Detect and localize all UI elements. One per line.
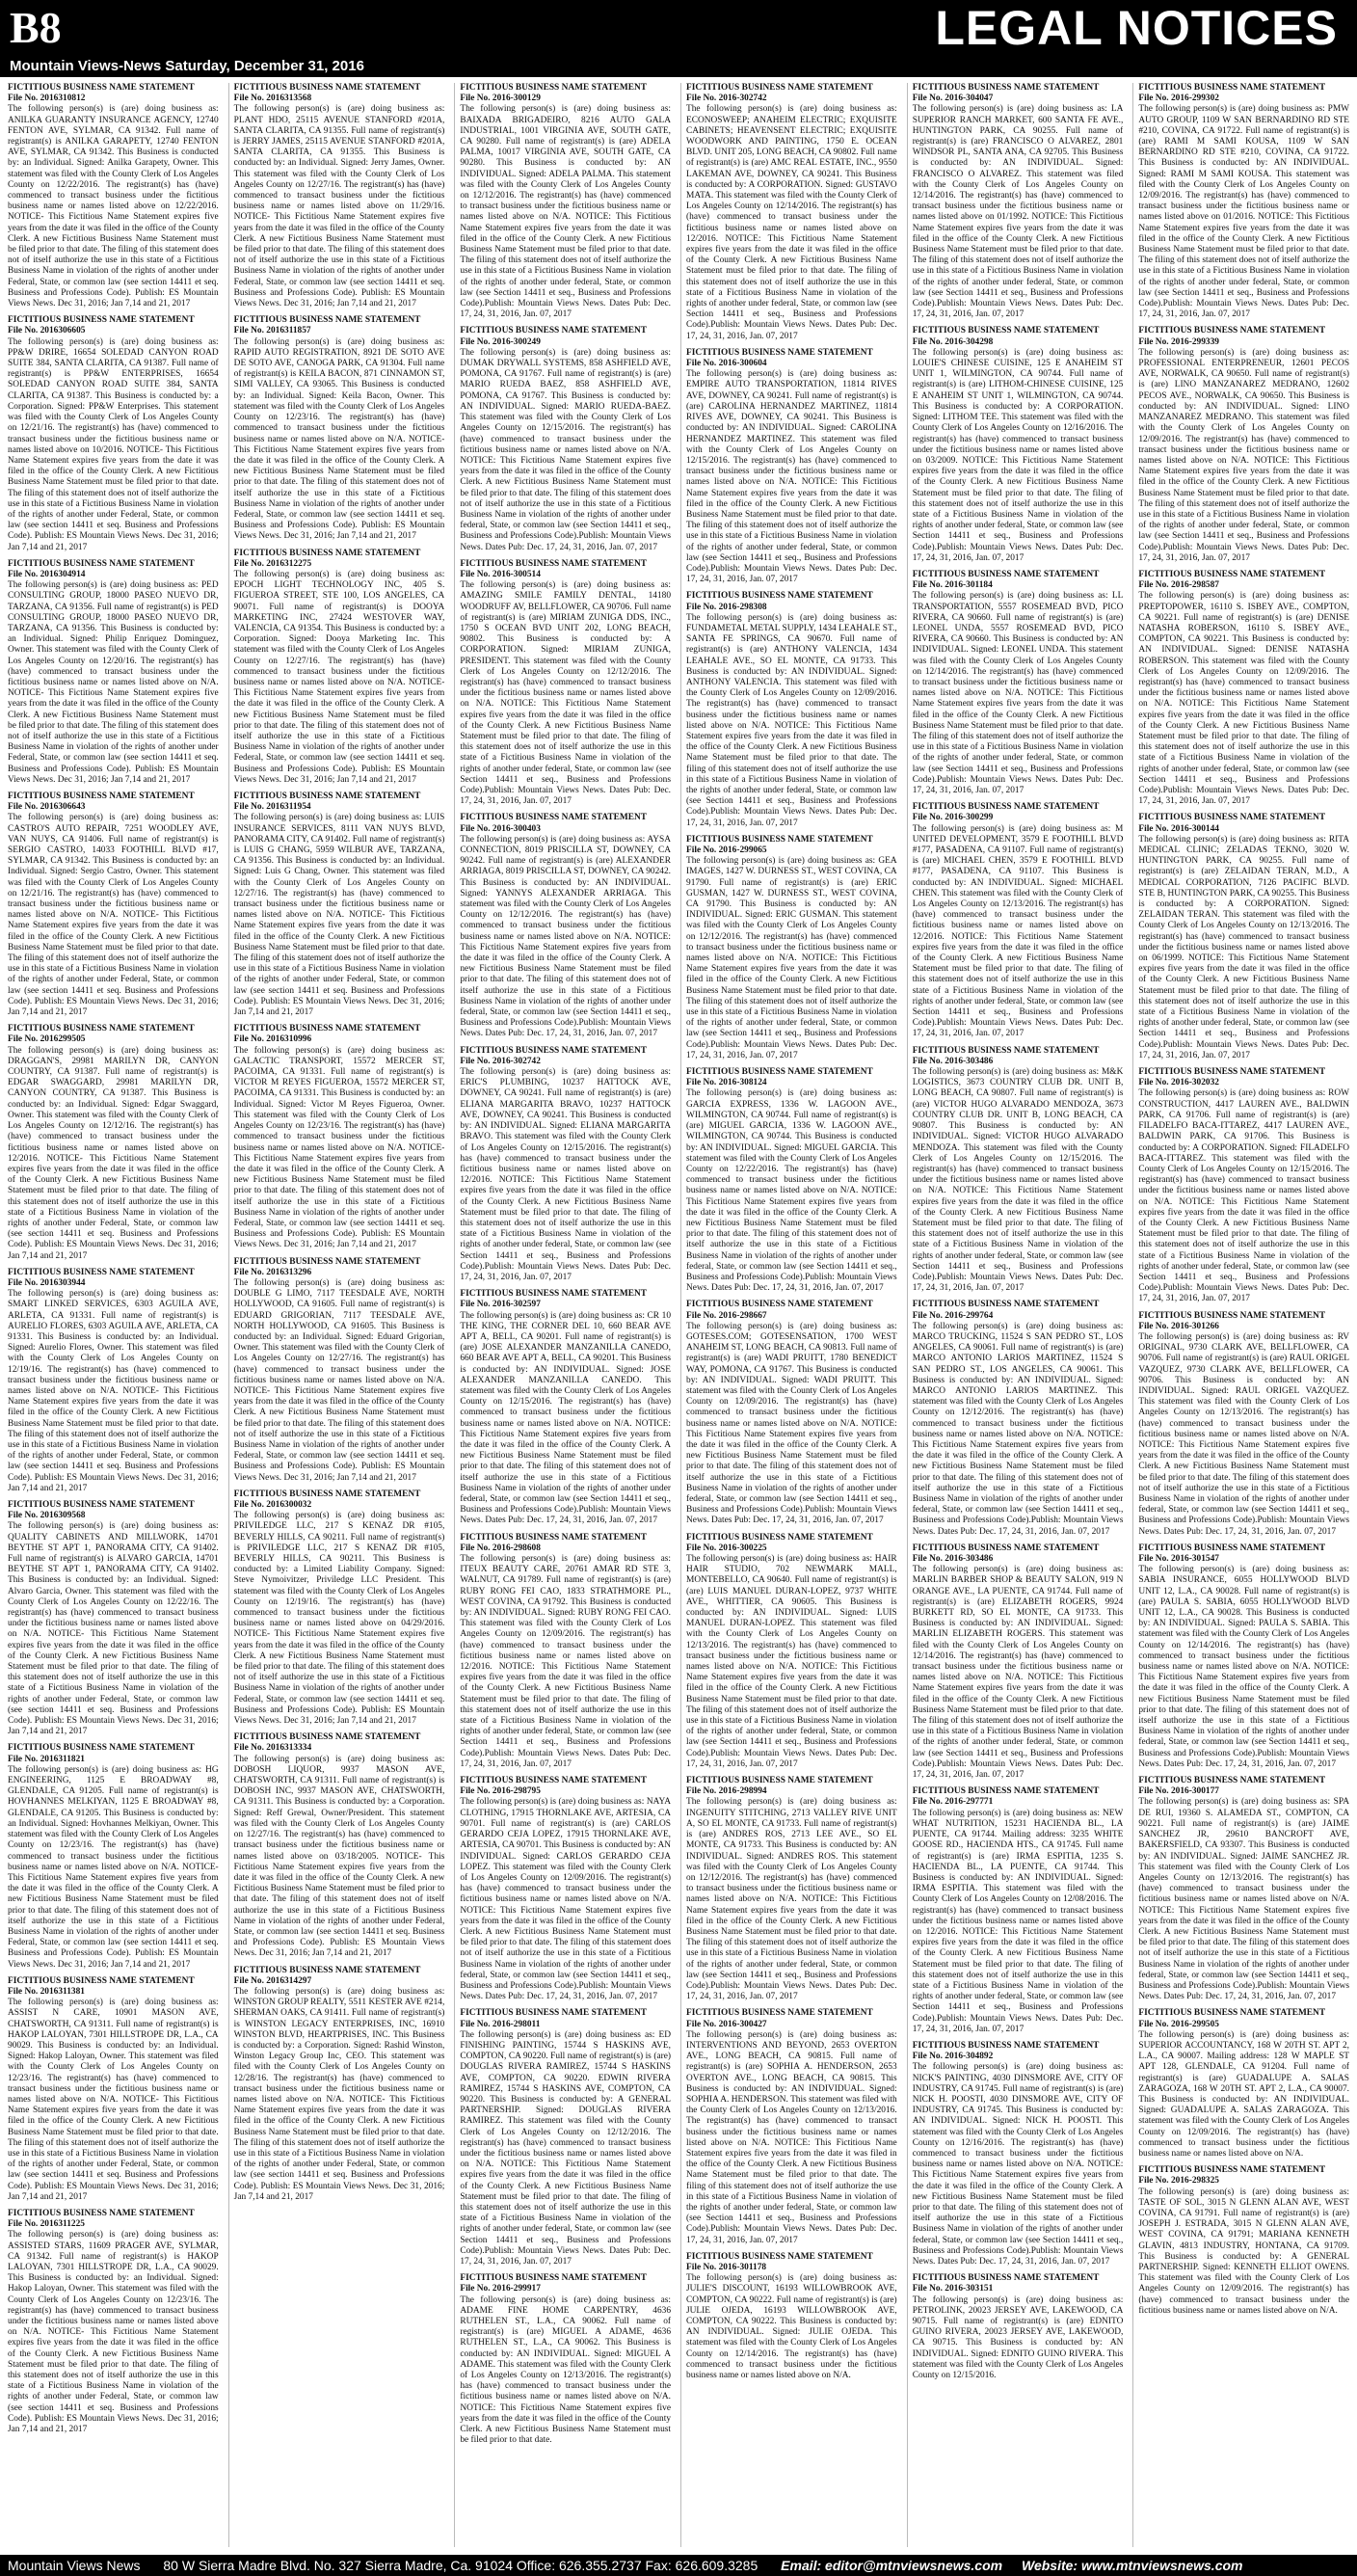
notice-file-number: File No. 2016-304298 — [912, 336, 994, 347]
footer-bar — [0, 2555, 1357, 2576]
notice-body: The following person(s) is (are) doing business as: ED FINISHING PAINTING, 15744 S HASKINS AVE, COMPTON, CA 90220. Full name of registrant(s) is (are) DOUGLAS RIVERA RAMIREZ, 15744 S HASKINS AVE, COMPTON, CA 90220. EDWIN RIVERA RAMIREZ, 15744 S HASKINS AVE, COMPTON, CA 90220. This Business is conducted by: A GENERAL PARTNERSHIP. Signed: DOUGLAS RIVERA RAMIREZ. This statement was filed with the County Clerk of Los Angeles County on 12/12/2016. The registrant(s) has (have) commenced to transact business under the fictitious business name or names listed above on N/A. NOTICE: This Fictitious Name Statement expires five years from the date it was filed in the office of the County Clerk. A new Fictitious Business Name Statement must be filed prior to that date. The filing of this statement does not of itself authorize the use in this state of a Fictitious Business Name in violation of the rights of another under federal, State, or common law (see Section 14411 et seq., Business and Professions Code).Publish: Mountain Views News. Dates Pub: Dec. 17, 24, 31, 2016, Jan. 07, 2017 — [460, 2029, 672, 2267]
notice-file-number: File No. 2016300032 — [233, 1500, 312, 1510]
legal-notice — [686, 1776, 897, 2002]
notice-column — [1132, 83, 1349, 2547]
legal-notice — [234, 1966, 445, 2203]
notice-heading: FICTITIOUS BUSINESS NAME STATEMENT — [8, 558, 195, 569]
notice-heading: FICTITIOUS BUSINESS NAME STATEMENT — [8, 1500, 195, 1510]
notice-file-number: File No. 2016-301178 — [686, 2263, 767, 2273]
notice-file-number: File No. 2016313568 — [233, 94, 312, 104]
notice-body: The following person(s) is (are) doing business as: GOTESES.COM; GOTESENSATION, 1700 WEST ANAHEIM ST, LONG BEACH, CA 90813. Full name of registrant(s) is (are) WADI PRUITT, 1780 BENEDICT WAY, POMONA, CA 91767. This Business is conducted by: AN INDIVIDUAL. Signed: WADI PRUITT. This statement was filed with the County Clerk of Los Angeles County on 12/09/2016. The registrant(s) has (have) commenced to transact business under the fictitious business name or names listed above on N/A. NOTICE: This Fictitious Name Statement expires five years from the date it was filed in the office of the County Clerk. A new Fictitious Business Name Statement must be filed prior to that date. The filing of this statement does not of itself authorize the use in this state of a Fictitious Business Name in violation of the rights of another under federal, State, or common law (see Section 14411 et seq., Business and Professions Code).Publish: Mountain Views News. Dates Pub: Dec. 17, 24, 31, 2016, Jan. 07, 2017 — [686, 1321, 897, 1526]
notice-body: The following person(s) is (are) doing business as: SPA DE RUI, 19360 S. ALAMEDA ST., COMPTON, CA 90221. Full name of registrant(s) is (are) JAIME SANCHEZ JR, 29610 BANCROFT AVE, BAKERSFIELD, CA 93307. This Business is conducted by: AN INDIVIDUAL. Signed: JAIME SANCHEZ JR. This statement was filed with the County Clerk of Los Angeles County on 12/13/2016. The registrant(s) has (have) commenced to transact business under the fictitious business name or names listed above on N/A. NOTICE: This Fictitious Name Statement expires five years from the date it was filed in the office of the County Clerk. A new Fictitious Business Name Statement must be filed prior to that date. The filing of this statement does not of itself authorize the use in this state of a Fictitious Business Name in violation of the rights of another under federal, State, or common law (see Section 14411 et seq., Business and Professions Code).Publish: Mountain Views News. Dates Pub: Dec. 17, 24, 31, 2016, Jan. 07, 2017 — [1138, 1797, 1349, 2002]
footer-address: 80 W Sierra Madre Blvd. No. 327 Sierra Madre, Ca. 91024 Office: 626.355.2737 Fax: 626.609.3285 — [163, 2558, 758, 2573]
notice-file-number: File No. 2016-302032 — [1138, 1078, 1219, 1088]
notice-column — [8, 83, 219, 2547]
notice-body: The following person(s) is (are) doing business as: RITA MEDICAL CLINIC; ZELADAS TEKNO, 3020 W. HUNTINGTON PARK, CA 90255. Full name of registrant(s) is (are) ZELAIDAN TERAN, M.D., A MEDICAL CORPORATION, 7126 PACIFIC BLVD. STE B, HUNTINGTON PARK, CA 90255. This Business is conducted by: A CORPORATION. Signed: ZELAIDAN TERAN. This statement was filed with the County Clerk of Los Angeles County on 12/13/2016. The registrant(s) has (have) commenced to transact business under the fictitious business name or names listed above on 06/1999. NOTICE: This Fictitious Name Statement expires five years from the date it was filed in the office of the County Clerk. A new Fictitious Business Name Statement must be filed prior to that date. The filing of this statement does not of itself authorize the use in this state of a Fictitious Business Name in violation of the rights of another under federal, State, or common law (see Section 14411 et seq., Business and Professions Code).Publish: Mountain Views News. Dates Pub: Dec. 17, 24, 31, 2016, Jan. 07, 2017 — [1138, 834, 1349, 1060]
legal-notice — [234, 83, 445, 309]
notice-body: The following person(s) is (are) doing business as: DOUBLE G LIMO, 7117 TEESDALE AVE, NORTH HOLLYWOOD, CA 91605. Full name of registrant(s) is EDUARD GRIGORIAN, 7117 TEESDALE AVE, NORTH HOLLYWOOD, CA 91605. This Business is conducted by: an Individual. Signed: Eduard Grigorian, Owner. This statement was filed with the County Clerk of Los Angeles County on 12/27/16. The registrant(s) has (have) commenced to transact business under the fictitious business name or names listed above on N/A. NOTICE- This Fictitious Name Statement expires five years from the date it was filed in the office of the County Clerk. A new Fictitious Business Name Statement must be filed prior to that date. The filing of this statement does not of itself authorize the use in this state of a Fictitious Business Name in violation of the rights of another under Federal, State, or common law (see section 14411 et seq. Business and Professions Code). Publish: ES Mountain Views News. Dec 31, 2016; Jan 7,14 and 21, 2017 — [233, 1277, 445, 1483]
notice-heading: FICTITIOUS BUSINESS NAME STATEMENT — [233, 548, 421, 558]
notice-heading: FICTITIOUS BUSINESS NAME STATEMENT — [912, 1045, 1100, 1056]
notice-heading: FICTITIOUS BUSINESS NAME STATEMENT — [8, 1975, 195, 1986]
notice-heading: FICTITIOUS BUSINESS NAME STATEMENT — [686, 83, 873, 93]
notice-body: The following person(s) is (are) doing business as: NICK'S PAINTING, 4030 DINSMORE AVE, CITY OF INDUSTRY, CA 91745. Full name of registrant(s) is (are) NICK H. POOSTI, 4030 DINSMORE AVE, CITY OF INDUSTRY, CA 91745. This Business is conducted by: AN INDIVIDUAL. Signed: NICK H. POOSTI. This statement was filed with the County Clerk of Los Angeles County on 12/16/2016. The registrant(s) has (have) commenced to transact business under the fictitious business name or names listed above on N/A. NOTICE: This Fictitious Name Statement expires five years from the date it was filed in the office of the County Clerk. A new Fictitious Business Name Statement must be filed prior to that date. The filing of this statement does not of itself authorize the use in this state of a Fictitious Business Name in violation of the rights of another under federal, State, or common law (see Section 14411 et seq., Business and Professions Code).Publish: Mountain Views News. Dates Pub: Dec. 17, 24, 31, 2016, Jan. 07, 2017 — [912, 2062, 1124, 2267]
legal-notice — [8, 1024, 219, 1261]
notice-file-number: File No. 2016-302742 — [686, 94, 767, 104]
legal-notice — [913, 326, 1124, 563]
notice-body: The following person(s) is (are) doing business as: LL TRANSPORTATION, 5557 ROSEMEAD BVD, PICO RIVERA, CA 90660. Full name of registrant(s) is (are) LEONEL UNDA, 5557 ROSEMEAD BVD, PICO RIVERA, CA 90660. This Business is conducted by: AN INDIVIDUAL. Signed: LEONEL UNDA. This statement was filed with the County Clerk of Los Angeles County on 12/14/2016. The registrant(s) has (have) commenced to transact business under the fictitious business name or names listed above on N/A. NOTICE: This Fictitious Name Statement expires five years from the date it was filed in the office of the County Clerk. A new Fictitious Business Name Statement must be filed prior to that date. The filing of this statement does not of itself authorize the use in this state of a Fictitious Business Name in violation of the rights of another under federal, State, or common law (see Section 14411 et seq., Business and Professions Code).Publish: Mountain Views News. Dates Pub: Dec. 17, 24, 31, 2016, Jan. 07, 2017 — [912, 591, 1124, 795]
notice-heading: FICTITIOUS BUSINESS NAME STATEMENT — [686, 1532, 873, 1543]
notice-body: The following person(s) is (are) doing business as: MARLIN BARBER SHOP & BEAUTY SALON, 919 N ORANGE AVE., LA PUENTE, CA 91744. Full name of registrant(s) is (are) ELIZABETH ROGERS, 9924 BURKETT RD, SO EL MONTE, CA 91733. This Business is conducted by: AN INDIVIDUAL. Signed: MARLIN ELIZABETH ROGERS. This statement was filed with the County Clerk of Los Angeles County on 12/14/2016. The registrant(s) has (have) commenced to transact business under the fictitious business name or names listed above on N/A. NOTICE: This Fictitious Name Statement expires five years from the date it was filed in the office of the County Clerk. A new Fictitious Business Name Statement must be filed prior to that date. The filing of this statement does not of itself authorize the use in this state of a Fictitious Business Name in violation of the rights of another under federal, State, or common law (see Section 14411 et seq., Business and Professions Code).Publish: Mountain Views News. Dates Pub: Dec. 17, 24, 31, 2016, Jan. 07, 2017 — [912, 1565, 1124, 1781]
notice-heading: FICTITIOUS BUSINESS NAME STATEMENT — [1138, 1310, 1326, 1321]
legal-notice — [1138, 813, 1349, 1061]
notice-heading: FICTITIOUS BUSINESS NAME STATEMENT — [686, 1776, 873, 1786]
legal-notice — [460, 2008, 671, 2267]
notice-heading: FICTITIOUS BUSINESS NAME STATEMENT — [686, 1300, 873, 1310]
notice-body: The following person(s) is (are) doing business as: SABIA INSURANCE, 6055 HOLLYWOOD BLVD UNIT 12, L.A., CA 90028. Full name of registrant(s) is (are) PAULA S. SABIA, 6055 HOLLYWOOD BLVD UNIT 12, L.A., CA 90028. This Business is conducted by: AN INDIVIDUAL. Signed: PAULA S. SABIA. This statement was filed with the County Clerk of Los Angeles County on 12/14/2016. The registrant(s) has (have) commenced to transact business under the fictitious business name or names listed above on N/A. NOTICE: This Fictitious Name Statement expires five years from the date it was filed in the office of the County Clerk. A new Fictitious Business Name Statement must be filed prior to that date. The filing of this statement does not of itself authorize the use in this state of a Fictitious Business Name in violation of the rights of another under federal, State, or common law (see Section 14411 et seq., Business and Professions Code).Publish: Mountain Views News. Dates Pub: Dec. 17, 24, 31, 2016, Jan. 07, 2017 — [1138, 1565, 1349, 1769]
legal-notice — [1138, 570, 1349, 807]
notice-body: The following person(s) is (are) doing business as: GEA IMAGES, 1427 W. DURNESS ST., WEST COVINA, CA 91790. Full name of registrant(s) is (are) ERIC GUSMAN, 1427 W. DURNESS ST., WEST COVINA, CA 91790. This Business is conducted by: AN INDIVIDUAL. Signed: ERIC GUSMAN. This statement was filed with the County Clerk of Los Angeles County on 12/12/2016. The registrant(s) has (have) commenced to transact business under the fictitious business name or names listed above on N/A. NOTICE: This Fictitious Name Statement expires five years from the date it was filed in the office of the County Clerk. A new Fictitious Business Name Statement must be filed prior to that date. The filing of this statement does not of itself authorize the use in this state of a Fictitious Business Name in violation of the rights of another under federal, State, or common law (see Section 14411 et seq., Business and Professions Code).Publish: Mountain Views News. Dates Pub: Dec. 17, 24, 31, 2016, Jan. 07, 2017 — [686, 856, 897, 1060]
notice-body: The following person(s) is (are) doing business as: ASSISTED STARS, 11609 PRAGER AVE, SYLMAR, CA 91342. Full name of registrant(s) is HAKOP LALOYAN, 7301 HILLSTROPE DR, L.A., CA 90029. This Business is conducted by: an Individual. Signed: Hakop Laloyan, Owner. This statement was filed with the County Clerk of Los Angeles County on 12/23/16. The registrant(s) has (have) commenced to transact business under the fictitious business name or names listed above on N/A. NOTICE- This Fictitious Name Statement expires five years from the date it was filed in the office of the County Clerk. A new Fictitious Business Name Statement must be filed prior to that date. The filing of this statement does not of itself authorize the use in this state of a Fictitious Business Name in violation of the rights of another under Federal, State, or common law (see section 14411 et seq. Business and Professions Code). Publish: ES Mountain Views News. Dec 31, 2016; Jan 7,14 and 21, 2017 — [8, 2230, 219, 2435]
legal-notice — [8, 1500, 219, 1737]
notice-heading: FICTITIOUS BUSINESS NAME STATEMENT — [912, 2273, 1100, 2284]
notice-file-number: File No. 2016-298587 — [1138, 580, 1219, 591]
legal-notice — [686, 591, 897, 828]
legal-notice — [234, 1024, 445, 1250]
legal-notice — [1138, 83, 1349, 320]
issue-bar — [0, 56, 1357, 77]
notice-heading: FICTITIOUS BUSINESS NAME STATEMENT — [1138, 83, 1326, 93]
legal-notice — [234, 549, 445, 786]
notice-heading: FICTITIOUS BUSINESS NAME STATEMENT — [686, 347, 873, 358]
notice-body: The following person(s) is (are) doing business as: HAIR HAIR STUDIO, 702 NEWMARK MALL, MONTEBELLO, CA 90640. Full name of registrant(s) is (are) LUIS MANUEL DURAN-LOPEZ, 9737 WHITE AVE., WHITTIER, CA 90605. This Business is conducted by: AN INDIVIDUAL. Signed: LUIS MANUEL DURAN-LOPEZ. This statement was filed with the County Clerk of Los Angeles County on 12/13/2016. The registrant(s) has (have) commenced to transact business under the fictitious business name or names listed above on N/A. NOTICE: This Fictitious Name Statement expires five years from the date it was filed in the office of the County Clerk. A new Fictitious Business Name Statement must be filed prior to that date. The filing of this statement does not of itself authorize the use in this state of a Fictitious Business Name in violation of the rights of another under federal, State, or common law (see Section 14411 et seq., Business and Professions Code).Publish: Mountain Views News. Dates Pub: Dec. 17, 24, 31, 2016, Jan. 07, 2017 — [686, 1554, 897, 1769]
notice-file-number: File No. 2016-304892 — [912, 2052, 994, 2062]
notice-heading: FICTITIOUS BUSINESS NAME STATEMENT — [912, 802, 1100, 813]
notice-file-number: File No. 2016-300129 — [460, 94, 541, 104]
notice-body: The following person(s) is (are) doing business as: LA SUPERIOR RANCH MARKET, 600 SANTA FE AVE., HUNTINGTON PARK, CA 90255. Full name of registrant(s) is (are) FRANCISCO O ALVAREZ, 2801 WINDSOR PL, SANTA ANA, CA 92705. This Business is conducted by: AN INDIVIDUAL. Signed: FRANCISCO O ALVAREZ. This statement was filed with the County Clerk of Los Angeles County on 12/14/2016. The registrant(s) has (have) commenced to transact business under the fictitious business name or names listed above on 01/1992. NOTICE: This Fictitious Name Statement expires five years from the date it was filed in the office of the County Clerk. A new Fictitious Business Name Statement must be filed prior to that date. The filing of this statement does not of itself authorize the use in this state of a Fictitious Business Name in violation of the rights of another under federal, State, or common law (see Section 14411 et seq., Business and Professions Code).Publish: Mountain Views News. Dates Pub: Dec. 17, 24, 31, 2016, Jan. 07, 2017 — [912, 104, 1124, 320]
notice-body: The following person(s) is (are) doing business as: ROW CONSTRUCTION, 4417 LAUREN AVE., BALDWIN PARK, CA 91706. Full name of registrant(s) is (are) FILADELFO BACA-ITTAREZ, 4417 LAUREN AVE., BALDWIN PARK, CA 91706. This Business is conducted by: A CORPORATION. Signed: FILADELFO BACA-ITTAREZ. This statement was filed with the County Clerk of Los Angeles County on 12/15/2016. The registrant(s) has (have) commenced to transact business under the fictitious business name or names listed above on N/A. NOTICE: This Fictitious Name Statement expires five years from the date it was filed in the office of the County Clerk. A new Fictitious Business Name Statement must be filed prior to that date. The filing of this statement does not of itself authorize the use in this state of a Fictitious Business Name in violation of the rights of another under federal, State, or common law (see Section 14411 et seq., Business and Professions Code).Publish: Mountain Views News. Dates Pub: Dec. 17, 24, 31, 2016, Jan. 07, 2017 — [1138, 1088, 1349, 1304]
notice-file-number: File No. 2016-298667 — [686, 1310, 767, 1321]
notice-body: The following person(s) is (are) doing business as: JULIE'S DISCOUNT, 16193 WILLOWBROOK AVE, COMPTON, CA 90222. Full name of registrant(s) is (are) JULIE OJEDA, 16193 WILLOWBROOK AVE, COMPTON, CA 90222. This Business is conducted by: AN INDIVIDUAL. Signed: JULIE OJEDA. This statement was filed with the County Clerk of Los Angeles County on 12/14/2016. The registrant(s) has (have) commenced to transact business under the fictitious business name or names listed above on N/A. — [686, 2273, 897, 2381]
notice-file-number: File No. 2016-300514 — [460, 569, 541, 579]
notice-file-number: File No. 2016-300249 — [460, 336, 541, 347]
notice-file-number: File No. 2016-299764 — [912, 1310, 994, 1321]
notice-heading: FICTITIOUS BUSINESS NAME STATEMENT — [460, 813, 648, 823]
notice-file-number: File No. 2016-297771 — [912, 1797, 994, 1808]
notice-file-number: File No. 2016-300604 — [686, 359, 767, 369]
legal-notice — [686, 1067, 897, 1294]
notice-body: The following person(s) is (are) doing business as: CASTRO'S AUTO REPAIR, 7251 WOODLEY AVE, VAN NUYS, CA 91406. Full name of registrant(s) is SERGIO CASTRO, 14033 FOOTHILL BLVD #17, SYLMAR, CA 91342. This Business is conducted by: an Individual. Signed: Sergio Castro, Owner. This statement was filed with the County Clerk of Los Angeles County on 12/21/16. The registrant(s) has (have) commenced to transact business under the fictitious business name or names listed above on N/A. NOTICE- This Fictitious Name Statement expires five years from the date it was filed in the office of the County Clerk. A new Fictitious Business Name Statement must be filed prior to that date. The filing of this statement does not of itself authorize the use in this state of a Fictitious Business Name in violation of the rights of another under Federal, State, or common law (see section 14411 et seq. Business and Professions Code). Publish: ES Mountain Views News. Dec 31, 2016; Jan 7,14 and 21, 2017 — [8, 813, 219, 1018]
legal-notice — [8, 83, 219, 309]
notice-body: The following person(s) is (are) doing business as: PRIVILEDGE LLC, 217 S KENAZ DR #105, BEVERLY HILLS, CA 90211. Full name of registrant(s) is PRIVILEDGE LLC, 217 S KENAZ DR #105, BEVERLY HILLS, CA 90211. This Business is conducted by: a Limited Liability Company. Signed: Steve Nymoivitzer, Priviledge LLC President. This statement was filed with the County Clerk of Los Angeles County on 12/19/16. The registrant(s) has (have) commenced to transact business under the fictitious business name or names listed above on 04/29/2016. NOTICE- This Fictitious Name Statement expires five years from the date it was filed in the office of the County Clerk. A new Fictitious Business Name Statement must be filed prior to that date. The filing of this statement does not of itself authorize the use in this state of a Fictitious Business Name in violation of the rights of another under Federal, State, or common law (see section 14411 et seq. Business and Professions Code). Publish: ES Mountain Views News. Dec 31, 2016; Jan 7,14 and 21, 2017 — [233, 1511, 445, 1727]
notice-body: The following person(s) is (are) doing business as: RV ORIGINAL, 9730 CLARK AVE, BELLFLOWER, CA 90706. Full name of registrant(s) is (are) RAUL ORIGEL VAZQUEZ, 9730 CLARK AVE, BELLFLOWER, CA 90706. This Business is conducted by: AN INDIVIDUAL. Signed: RAUL ORIGEL VAZQUEZ. This statement was filed with the County Clerk of Los Angeles County on 12/13/2016. The registrant(s) has (have) commenced to transact business under the fictitious business name or names listed above on N/A. NOTICE: This Fictitious Name Statement expires five years from the date it was filed in the office of the County Clerk. A new Fictitious Business Name Statement must be filed prior to that date. The filing of this statement does not of itself authorize the use in this state of a Fictitious Business Name in violation of the rights of another under federal, State, or common law (see Section 14411 et seq., Business and Professions Code).Publish: Mountain Views News. Dates Pub: Dec. 17, 24, 31, 2016, Jan. 07, 2017 — [1138, 1331, 1349, 1537]
notice-body: The following person(s) is (are) doing business as: NEW WHAT NUTRITION, 15231 HACIENDA BL., LA PUENTE, CA 91744. Mailing address: 3235 WHITE GOOSE RD., HACIENDA HTS., CA 91745. Full name of registrant(s) is (are) IRMA ESPITIA, 1235 S. HACIENDA BL., LA PUENTE, CA 91744. This Business is conducted by: AN INDIVIDUAL. Signed: IRMA ESPITIA. This statement was filed with the County Clerk of Los Angeles County on 12/08/2016. The registrant(s) has (have) commenced to transact business under the fictitious business name or names listed above on 12/2016. NOTICE: This Fictitious Name Statement expires five years from the date it was filed in the office of the County Clerk. A new Fictitious Business Name Statement must be filed prior to that date. The filing of this statement does not of itself authorize the use in this state of a Fictitious Business Name in violation of the rights of another under federal, State, or common law (see Section 14411 et seq., Business and Professions Code).Publish: Mountain Views News. Dates Pub: Dec. 17, 24, 31, 2016, Jan. 07, 2017 — [912, 1808, 1124, 2034]
legal-notice — [913, 570, 1124, 796]
legal-notice — [913, 83, 1124, 320]
notice-heading: FICTITIOUS BUSINESS NAME STATEMENT — [460, 1045, 648, 1056]
notice-heading: FICTITIOUS BUSINESS NAME STATEMENT — [233, 792, 421, 801]
notice-body: The following person(s) is (are) doing business as: GALACTIC TRANSPORT, 15572 MERCER ST, PACOIMA, CA 91331. Full name of registrant(s) is VICTOR M REYES FIGUEROA, 15572 MERCER ST, PACOIMA, CA 91331. This Business is conducted by: an Individual. Signed: Victor M Reyes Figueroa, Owner. This statement was filed with the County Clerk of Los Angeles County on 12/23/16. The registrant(s) has (have) commenced to transact business under the fictitious business name or names listed above on N/A. NOTICE- This Fictitious Name Statement expires five years from the date it was filed in the office of the County Clerk. A new Fictitious Business Name Statement must be filed prior to that date. The filing of this statement does not of itself authorize the use in this state of a Fictitious Business Name in violation of the rights of another under Federal, State, or common law (see section 14411 et seq. Business and Professions Code). Publish: ES Mountain Views News. Dec 31, 2016; Jan 7,14 and 21, 2017 — [233, 1045, 445, 1250]
notice-body: The following person(s) is (are) doing business as: INTERVENTIONS AND BEYOND, 2653 OVERTON AVE., LONG BEACH, CA 90815. Full name of registrant(s) is (are) SOPHIA A. HENDERSON, 2653 OVERTON AVE., LONG BEACH, CA 90815. This Business is conducted by: AN INDIVIDUAL. Signed: SOPHIA A. HENDERSON. This statement was filed with the County Clerk of Los Angeles County on 12/13/2016. The registrant(s) has (have) commenced to transact business under the fictitious business name or names listed above on N/A. NOTICE: This Fictitious Name Statement expires five years from the date it was filed in the office of the County Clerk. A new Fictitious Business Name Statement must be filed prior to that date. The filing of this statement does not of itself authorize the use in this state of a Fictitious Business Name in violation of the rights of another under federal, State, or common law (see Section 14411 et seq., Business and Professions Code).Publish: Mountain Views News. Dates Pub: Dec. 17, 24, 31, 2016, Jan. 07, 2017 — [686, 2029, 897, 2245]
notice-body: The following person(s) is (are) doing business as: ADAME FINE HOME CARPENTRY, 4636 RUTHELEN ST., L.A., CA 90062. Full name of registrant(s) is (are) MIGUEL A ADAME, 4636 RUTHELEN ST., L.A., CA 90062. This Business is conducted by: AN INDIVIDUAL. Signed: MIGUEL A ADAME. This statement was filed with the County Clerk of Los Angeles County on 12/13/2016. The registrant(s) has (have) commenced to transact business under the fictitious business name or names listed above on N/A. NOTICE: This Fictitious Name Statement expires five years from the date it was filed in the office of the County Clerk. A new Fictitious Business Name Statement must be filed prior to that date. — [460, 2294, 672, 2446]
notice-file-number: File No. 2016311857 — [233, 326, 311, 336]
legal-notice — [1138, 1067, 1349, 1304]
legal-notice — [460, 813, 671, 1039]
notice-file-number: File No. 2016-300177 — [1138, 1786, 1219, 1797]
notice-heading: FICTITIOUS BUSINESS NAME STATEMENT — [460, 1532, 648, 1543]
notice-file-number: File No. 2016303944 — [8, 1277, 86, 1288]
notice-file-number: File No. 2016-303486 — [912, 1554, 994, 1565]
notice-heading: FICTITIOUS BUSINESS NAME STATEMENT — [8, 1267, 195, 1277]
notice-body: The following person(s) is (are) doing business as: AMAZING SMILE FAMILY DENTAL, 14180 WOODRUFF AV, BELLFLOWER, CA 90706. Full name of registrant(s) is (are) MIRIAM ZUNIGA DDS, INC., 1750 S OCEAN BVD UNIT 202, LONG BEACH, 90802. This Business is conducted by: A CORPORATION. Signed: MIRIAM ZUNIGA, PRESIDENT. This statement was filed with the County Clerk of Los Angeles County on 12/12/2016. The registrant(s) has (have) commenced to transact business under the fictitious business name or names listed above on N/A. NOTICE: This Fictitious Name Statement expires five years from the date it was filed in the office of the County Clerk. A new Fictitious Business Name Statement must be filed prior to that date. The filing of this statement does not of itself authorize the use in this state of a Fictitious Business Name in violation of the rights of another under federal, State, or common law (see Section 14411 et seq., Business and Professions Code).Publish: Mountain Views News. Dates Pub: Dec. 17, 24, 31, 2016, Jan. 07, 2017 — [460, 580, 672, 807]
notice-heading: FICTITIOUS BUSINESS NAME STATEMENT — [460, 326, 648, 336]
notice-body: The following person(s) is (are) doing business as: TASTE OF SOL, 3015 N GLENN ALAN AVE, WEST COVINA, CA 91791. Full name of registrant(s) is (are) JOSEPH J. ESTRADA, 3015 N GLENN ALAN AVE, WEST COVINA, CA 91791; MARIANA KENNETH GLAVIN, 4813 INDUSTRY, HONTANA, CA 91709. This Business is conducted by: A GENERAL PARTNERSHIP. Signed: KENNETH ELLIOT OWENS. This statement was filed with the County Clerk of Los Angeles County on 12/09/2016. The registrant(s) has (have) commenced to transact business under the fictitious business name or names listed above on N/A. — [1138, 2187, 1349, 2316]
notice-heading: FICTITIOUS BUSINESS NAME STATEMENT — [8, 315, 195, 326]
notice-body: The following person(s) is (are) doing business as: PROFESSIONAL ENTERPRENEUR, 12601 PECOS AVE, NORWALK, CA 90650. Full name of registrant(s) is (are) LINO MANZANAREZ MEDRANO, 12602 PECOS AVE., NORWALK, CA 90650. This Business is conducted by: AN INDIVIDUAL. Signed: LINO MANZANAREZ MEDRANO. This statement was filed with the County Clerk of Los Angeles County on 12/09/2016. The registrant(s) has (have) commenced to transact business under the fictitious business name or names listed above on N/A. NOTICE: This Fictitious Name Statement expires five years from the date it was filed in the office of the County Clerk. A new Fictitious Business Name Statement must be filed prior to that date. The filing of this statement does not of itself authorize the use in this state of a Fictitious Business Name in violation of the rights of another under federal, State, or common law (see Section 14411 et seq., Business and Professions Code).Publish: Mountain Views News. Dates Pub: Dec. 17, 24, 31, 2016, Jan. 07, 2017 — [1138, 347, 1349, 563]
legal-notice — [460, 1776, 671, 2002]
notice-body: The following person(s) is (are) doing business as: LOUIE'S CHINESE CUISINE, 125 E ANAHEIM ST UNIT 1, WILMINGTON, CA 90744. Full name of registrant(s) is (are) LITHOM-CHINESE CUISINE, 125 E ANAHEIM ST UNIT 1, WILMINGTON, CA 90744. This Business is conducted by: A CORPORATION. Signed: LITHOM TEE. This statement was filed with the County Clerk of Los Angeles County on 12/16/2016. The registrant(s) has (have) commenced to transact business under the fictitious business name or names listed above on 03/2009. NOTICE: This Fictitious Name Statement expires five years from the date it was filed in the office of the County Clerk. A new Fictitious Business Name Statement must be filed prior to that date. The filing of this statement does not of itself authorize the use in this state of a Fictitious Business Name in violation of the rights of another under federal, State, or common law (see Section 14411 et seq., Business and Professions Code).Publish: Mountain Views News. Dates Pub: Dec. 17, 24, 31, 2016, Jan. 07, 2017 — [912, 347, 1124, 563]
legal-notice — [686, 2252, 897, 2381]
notice-body: The following person(s) is (are) doing business as: M&K LOGISTICS, 3673 COUNTRY CLUB DR. UNIT B, LONG BEACH, CA 90807. Full name of registrant(s) is (are) VICTOR HUGO ALVARADO MENDOZA, 3673 COUNTRY CLUB DR. UNIT B, LONG BEACH, CA 90807. This Business is conducted by: AN INDIVIDUAL. Signed: VICTOR HUGO ALVARADO MENDOZA. This statement was filed with the County Clerk of Los Angeles County on 12/15/2016. The registrant(s) has (have) commenced to transact business under the fictitious business name or names listed above on N/A. NOTICE: This Fictitious Name Statement expires five years from the date it was filed in the office of the County Clerk. A new Fictitious Business Name Statement must be filed prior to that date. The filing of this statement does not of itself authorize the use in this state of a Fictitious Business Name in violation of the rights of another under federal, State, or common law (see Section 14411 et seq., Business and Professions Code).Publish: Mountain Views News. Dates Pub: Dec. 17, 24, 31, 2016, Jan. 07, 2017 — [912, 1067, 1124, 1294]
notice-heading: FICTITIOUS BUSINESS NAME STATEMENT — [8, 83, 195, 93]
notice-heading: FICTITIOUS BUSINESS NAME STATEMENT — [8, 1743, 195, 1754]
notice-file-number: File No. 2016-301184 — [912, 580, 993, 591]
notice-file-number: File No. 2016310812 — [8, 94, 86, 104]
notice-file-number: File No. 2016-298325 — [1138, 2176, 1219, 2187]
notice-file-number: File No. 2016-302597 — [460, 1300, 541, 1310]
notice-heading: FICTITIOUS BUSINESS NAME STATEMENT — [233, 83, 421, 93]
notice-file-number: File No. 2016306605 — [8, 326, 86, 336]
legal-notice — [234, 1257, 445, 1484]
notice-file-number: File No. 2016-300225 — [686, 1543, 767, 1553]
notice-file-number: File No. 2016-299505 — [1138, 2019, 1219, 2029]
notice-body: The following person(s) is (are) doing business as: ITEUX BEAUTY CARE, 20761 AMAR RD STE 3, WALNUT, CA 91789. Full name of registrant(s) is (are) RUBY RONG FEI CAO, 1833 STRATHMORE PL., WEST COVINA, CA 91792. This Business is conducted by: AN INDIVIDUAL. Signed: RUBY RONG FEI CAO. This statement was filed with the County Clerk of Los Angeles County on 12/09/2016. The registrant(s) has (have) commenced to transact business under the fictitious business name or names listed above on 12/2016. NOTICE: This Fictitious Name Statement expires five years from the date it was filed in the office of the County Clerk. A new Fictitious Business Name Statement must be filed prior to that date. The filing of this statement does not of itself authorize the use in this state of a Fictitious Business Name in violation of the rights of another under federal, State, or common law (see Section 14411 et seq., Business and Professions Code).Publish: Mountain Views News. Dates Pub: Dec. 17, 24, 31, 2016, Jan. 07, 2017 — [460, 1554, 672, 1769]
legal-notice — [460, 2273, 671, 2446]
notice-file-number: File No. 2016-299917 — [460, 2284, 541, 2294]
legal-notice — [8, 2209, 219, 2435]
notice-body: The following person(s) is (are) doing business as: DRAGGAN'S, 29981 MARILYN DR, CANYON COUNTRY, CA 91387. Full name of registrant(s) is EDGAR SWAGGARD, 29981 MARILYN DR, CANYON COUNTRY, CA 91387. This Business is conducted by: an Individual. Signed: Edgar Swaggard, Owner. This statement was filed with the County Clerk of Los Angeles County on 12/12/16. The registrant(s) has (have) commenced to transact business under the fictitious business name or names listed above on 12/2016. NOTICE- This Fictitious Name Statement expires five years from the date it was filed in the office of the County Clerk. A new Fictitious Business Name Statement must be filed prior to that date. The filing of this statement does not of itself authorize the use in this state of a Fictitious Business Name in violation of the rights of another under Federal, State, or common law (see section 14411 et seq. Business and Professions Code). Publish: ES Mountain Views News. Dec 31, 2016; Jan 7,14 and 21, 2017 — [8, 1045, 219, 1261]
notice-body: The following person(s) is (are) doing business as: GARCIA EXPRESS, 1336 W. LAGOON AVE., WILMINGTON, CA 90744. Full name of registrant(s) is (are) MIGUEL GARCIA, 1336 W. LAGOON AVE., WILMINGTON, CA 90744. This Business is conducted by: AN INDIVIDUAL. Signed: MIGUEL GARCIA. This statement was filed with the County Clerk of Los Angeles County on 12/22/2016. The registrant(s) has (have) commenced to transact business under the fictitious business name or names listed above on N/A. NOTICE: This Fictitious Name Statement expires five years from the date it was filed in the office of the County Clerk. A new Fictitious Business Name Statement must be filed prior to that date. The filing of this statement does not of itself authorize the use in this state of a Fictitious Business Name in violation of the rights of another under federal, State, or common law (see Section 14411 et seq., Business and Professions Code).Publish: Mountain Views News. Dates Pub: Dec. 17, 24, 31, 2016, Jan. 07, 2017 — [686, 1088, 897, 1294]
notice-body: The following person(s) is (are) doing business as: DUMAK DRYWALL SYSTEMS, 858 ASHFIELD AVE, POMONA, CA 91767. Full name of registrant(s) is (are) MARIO RUEDA BAEZ, 858 ASHFIELD AVE, POMONA, CA 91767. This Business is conducted by: AN INDIVIDUAL. Signed: MARIO RUEDA-BAEZ. This statement was filed with the County Clerk of Los Angeles County on 12/15/2016. The registrant(s) has (have) commenced to transact business under the fictitious business name or names listed above on N/A. NOTICE: This Fictitious Name Statement expires five years from the date it was filed in the office of the County Clerk. A new Fictitious Business Name Statement must be filed prior to that date. The filing of this statement does not of itself authorize the use in this state of a Fictitious Business Name in violation of the rights of another under federal, State, or common law (see Section 14411 et seq., Business and Professions Code).Publish: Mountain Views News. Dates Pub: Dec. 17, 24, 31, 2016, Jan. 07, 2017 — [460, 347, 672, 552]
notice-file-number: File No. 2016-301547 — [1138, 1554, 1219, 1565]
issue-line: Mountain Views-News Saturday, December 31, 2016 — [10, 58, 364, 74]
legal-notice — [913, 1300, 1124, 1537]
notice-heading: FICTITIOUS BUSINESS NAME STATEMENT — [686, 2251, 873, 2262]
notice-heading: FICTITIOUS BUSINESS NAME STATEMENT — [233, 1024, 421, 1034]
legal-notice — [1138, 2165, 1349, 2317]
notice-heading: FICTITIOUS BUSINESS NAME STATEMENT — [912, 2040, 1100, 2051]
legal-notice — [460, 1533, 671, 1770]
notice-file-number: File No. 2016-303151 — [912, 2284, 994, 2294]
notice-body: The following person(s) is (are) doing business as: QUALITY CABINETS AND MILLWORK, 14701 BEYTHE ST APT 1, PANORAMA CITY, CA 91402. Full name of registrant(s) is ALVARO GARCIA, 14701 BEYTHE ST APT 1, PANORAMA CITY, CA 91402. This Business is conducted by: an Individual. Signed: Alvaro Garcia, Owner. This statement was filed with the County Clerk of Los Angeles County on 12/22/16. The registrant(s) has (have) commenced to transact business under the fictitious business name or names listed above on N/A. NOTICE- This Fictitious Name Statement expires five years from the date it was filed in the office of the County Clerk. A new Fictitious Business Name Statement must be filed prior to that date. The filing of this statement does not of itself authorize the use in this state of a Fictitious Business Name in violation of the rights of another under Federal, State, or common law (see section 14411 et seq. Business and Professions Code). Publish: ES Mountain Views News. Dec 31, 2016; Jan 7,14 and 21, 2017 — [8, 1521, 219, 1737]
legal-notice — [234, 1489, 445, 1727]
legal-notice — [686, 348, 897, 585]
legal-notice — [913, 1543, 1124, 1781]
legal-notice — [460, 559, 671, 808]
legal-notice — [913, 802, 1124, 1039]
notice-file-number: File No. 2016313296 — [233, 1267, 312, 1277]
notice-heading: FICTITIOUS BUSINESS NAME STATEMENT — [912, 83, 1100, 93]
legal-notice — [686, 835, 897, 1061]
legal-notice — [913, 2273, 1124, 2381]
legal-notice — [1138, 2008, 1349, 2160]
footer-website-link[interactable]: Website: www.mtnviewsnews.com — [1021, 2558, 1243, 2573]
legal-notice — [1138, 1543, 1349, 1770]
notice-body: The following person(s) is (are) doing business as: ANILKA GUARANTY INSURANCE AGENCY, 12740 FENTON AVE, SYLMAR, CA 91342. Full name of registrant(s) is ANILKA GARAPETY, 12740 FENTON AVE, SYLMAR, CA 91342. This Business is conducted by: an Individual. Signed: Anilka Garapety, Owner. This statement was filed with the County Clerk of Los Angeles County on 12/22/2016. The registrant(s) has (have) commenced to transact business under the fictitious business name or names listed above on 12/22/2016. NOTICE- This Fictitious Name Statement expires five years from the date it was filed in the office of the County Clerk. A new Fictitious Business Name Statement must be filed prior to that date. The filing of this statement does not of itself authorize the use in this state of a Fictitious Business Name in violation of the rights of another under Federal, State, or common law (see section 14411 et seq. Business and Professions Code). Publish: ES Mountain Views News. Dec 31, 2016; Jan 7,14 and 21, 2017 — [8, 104, 219, 309]
notice-file-number: File No. 2016-301266 — [1138, 1321, 1219, 1331]
legal-notice — [234, 315, 445, 542]
notice-heading: FICTITIOUS BUSINESS NAME STATEMENT — [1138, 2008, 1326, 2019]
notice-heading: FICTITIOUS BUSINESS NAME STATEMENT — [912, 326, 1100, 336]
legal-notice — [8, 1743, 219, 1970]
legal-notice — [8, 1976, 219, 2203]
notice-body: The following person(s) is (are) doing business as: PP&W DRIRE, 16654 SOLEDAD CANYON ROAD SUITE 384, SANTA CLARITA, CA 91387. Full name of registrant(s) is PP&W ENTERPRISES, 16654 SOLEDAD CANYON ROAD SUITE 384, SANTA CLARITA, CA 91387. This Business is conducted by: a Corporation. Signed: PP&W Enterprises. This statement was filed with the County Clerk of Los Angeles County on 12/21/16. The registrant(s) has (have) commenced to transact business under the fictitious business name or names listed above on 10/2016. NOTICE- This Fictitious Name Statement expires five years from the date it was filed in the office of the County Clerk. A new Fictitious Business Name Statement must be filed prior to that date. The filing of this statement does not of itself authorize the use in this state of a Fictitious Business Name in violation of the rights of another under Federal, State, or common law (see section 14411 et seq. Business and Professions Code). Publish: ES Mountain Views News. Dec 31, 2016; Jan 7,14 and 21, 2017 — [8, 336, 219, 552]
notice-file-number: File No. 2016299505 — [8, 1034, 86, 1045]
notice-file-number: File No. 2016-298994 — [686, 1786, 767, 1797]
notice-heading: FICTITIOUS BUSINESS NAME STATEMENT — [1138, 2165, 1326, 2176]
notice-heading: FICTITIOUS BUSINESS NAME STATEMENT — [233, 1489, 421, 1499]
notice-body: The following person(s) is (are) doing business as: PETROLINK, 20023 JERSEY AVE, LAKEWOOD, CA 90715. Full name of registrant(s) is (are) EDNITO GUINO RIVERA, 20023 JERSEY AVE, LAKEWOOD, CA 90715. This Business is conducted by: AN INDIVIDUAL. Signed: EDNITO GUINO RIVERA. This statement was filed with the County Clerk of Los Angeles County on 12/15/2016. — [912, 2294, 1124, 2381]
notice-body: The following person(s) is (are) doing business as: FUNDAMETAL METAL SUPPLY, 1434 LEAHALE ST., SANTA FE SPRINGS, CA 90670. Full name of registrant(s) is (are) ANTHONY VALENCIA, 1434 LEAHALE AVE., SO EL MONTE, CA 91733. This Business is conducted by: AN INDIVIDUAL. Signed: ANTHONY VALENCIA. This statement was filed with the County Clerk of Los Angeles County on 12/09/2016. The registrant(s) has (have) commenced to transact business under the fictitious business name or names listed above on N/A. NOTICE: This Fictitious Name Statement expires five years from the date it was filed in the office of the County Clerk. A new Fictitious Business Name Statement must be filed prior to that date. The filing of this statement does not of itself authorize the use in this state of a Fictitious Business Name in violation of the rights of another under federal, State, or common law (see Section 14411 et seq., Business and Professions Code).Publish: Mountain Views News. Dates Pub: Dec. 17, 24, 31, 2016, Jan. 07, 2017 — [686, 612, 897, 828]
notice-heading: FICTITIOUS BUSINESS NAME STATEMENT — [460, 1776, 648, 1786]
notice-file-number: File No. 2016314297 — [233, 1975, 312, 1986]
notice-body: The following person(s) is (are) doing business as: AYSA CONNECTION, 8019 PRISCILLA ST, DOWNEY, CA 90242. Full name of registrant(s) is (are) ALEXANDER ARRIAGA, 8019 PRISCILLA ST, DOWNEY, CA 90242. This Business is conducted by: AN INDIVIDUAL. Signed: YANNYS ALEXANDER ARRIAGA. This statement was filed with the County Clerk of Los Angeles County on 12/12/2016. The registrant(s) has (have) commenced to transact business under the fictitious business name or names listed above on N/A. NOTICE: This Fictitious Name Statement expires five years from the date it was filed in the office of the County Clerk. A new Fictitious Business Name Statement must be filed prior to that date. The filing of this statement does not of itself authorize the use in this state of a Fictitious Business Name in violation of the rights of another under federal, State, or common law (see Section 14411 et seq., Business and Professions Code).Publish: Mountain Views News. Dates Pub: Dec. 17, 24, 31, 2016, Jan. 07, 2017 — [460, 834, 672, 1039]
notice-body: The following person(s) is (are) doing business as: ERIC'S PLUMBING, 10237 HATTOCK AVE, DOWNEY, CA 90241. Full name of registrant(s) is (are) ELIANA MARGARITA BRAVO, 10237 HATTOCK AVE, DOWNEY, CA 90241. This Business is conducted by: AN INDIVIDUAL. Signed: ELIANA MARGARITA BRAVO. This statement was filed with the County Clerk of Los Angeles County on 12/15/2016. The registrant(s) has (have) commenced to transact business under the fictitious business name or names listed above on 12/2016. NOTICE: This Fictitious Name Statement expires five years from the date it was filed in the office of the County Clerk. A new Fictitious Business Name Statement must be filed prior to that date. The filing of this statement does not of itself authorize the use in this state of a Fictitious Business Name in violation of the rights of another under federal, State, or common law (see Section 14411 et seq., Business and Professions Code).Publish: Mountain Views News. Dates Pub: Dec. 17, 24, 31, 2016, Jan. 07, 2017 — [460, 1067, 672, 1282]
notice-body: The following person(s) is (are) doing business as: ASSIST N CARE, 10901 MASON AVE, CHATSWORTH, CA 91311. Full name of registrant(s) is HAKOP LALOYAN, 7301 HILLSTROPE DR, L.A., CA 90029. This Business is conducted by: an Individual. Signed: Hakop Laloyan, Owner. This statement was filed with the County Clerk of Los Angeles County on 12/23/16. The registrant(s) has (have) commenced to transact business under the fictitious business name or names listed above on N/A. NOTICE- This Fictitious Name Statement expires five years from the date it was filed in the office of the County Clerk. A new Fictitious Business Name Statement must be filed prior to that date. The filing of this statement does not of itself authorize the use in this state of a Fictitious Business Name in violation of the rights of another under Federal, State, or common law (see section 14411 et seq. Business and Professions Code). Publish: ES Mountain Views News. Dec 31, 2016; Jan 7,14 and 21, 2017 — [8, 1998, 219, 2202]
footer-email-link[interactable]: Email: editor@mtnviewsnews.com — [781, 2558, 1003, 2573]
notice-body: The following person(s) is (are) doing business as: MARCO TRUCKING, 11524 S SAN PEDRO ST., LOS ANGELES, CA 90061. Full name of registrant(s) is (are) MARCO ANTONIO LARIOS MARTINEZ, 11524 S SAN PEDRO ST., LOS ANGELES, CA 90061. This Business is conducted by: AN INDIVIDUAL. Signed: MARCO ANTONIO LARIOS MARTINEZ. This statement was filed with the County Clerk of Los Angeles County on 12/12/2016. The registrant(s) has (have) commenced to transact business under the fictitious business name or names listed above on N/A. NOTICE: This Fictitious Name Statement expires five years from the date it was filed in the office of the County Clerk. A new Fictitious Business Name Statement must be filed prior to that date. The filing of this statement does not of itself authorize the use in this state of a Fictitious Business Name in violation of the rights of another under federal, State, or common law (see Section 14411 et seq., Business and Professions Code).Publish: Mountain Views News. Dates Pub: Dec. 17, 24, 31, 2016, Jan. 07, 2017 — [912, 1321, 1124, 1537]
notice-heading: FICTITIOUS BUSINESS NAME STATEMENT — [8, 1024, 195, 1034]
masthead — [0, 0, 1357, 56]
notice-file-number: File No. 2016-299339 — [1138, 336, 1219, 347]
legal-notice — [913, 2041, 1124, 2267]
legal-notice — [8, 1268, 219, 1494]
notice-heading: FICTITIOUS BUSINESS NAME STATEMENT — [460, 1289, 648, 1300]
notice-file-number: File No. 2016-308124 — [686, 1078, 767, 1088]
notice-body: The following person(s) is (are) doing business as: EMPIRE AUTO TRANSPORTATION, 11814 RIVES AVE, DOWNEY, CA 90241. Full name of registrant(s) is (are) CAROLINA HERNANDEZ MARTINEZ, 11814 RIVES AVE, DOWNEY, CA 90241. This Business is conducted by: AN INDIVIDUAL. Signed: CAROLINA HERNANDEZ MARTINEZ. This statement was filed with the County Clerk of Los Angeles County on 12/15/2016. The registrant(s) has (have) commenced to transact business under the fictitious business name or names listed above on N/A. NOTICE: This Fictitious Name Statement expires five years from the date it was filed in the office of the County Clerk. A new Fictitious Business Name Statement must be filed prior to that date. The filing of this statement does not of itself authorize the use in this state of a Fictitious Business Name in violation of the rights of another under federal, State, or common law (see Section 14411 et seq., Business and Professions Code).Publish: Mountain Views News. Dates Pub: Dec. 17, 24, 31, 2016, Jan. 07, 2017 — [686, 369, 897, 585]
legal-notice — [1138, 1776, 1349, 2002]
notice-heading: FICTITIOUS BUSINESS NAME STATEMENT — [8, 792, 195, 801]
notice-column — [228, 83, 445, 2547]
notice-heading: FICTITIOUS BUSINESS NAME STATEMENT — [1138, 569, 1326, 579]
notice-heading: FICTITIOUS BUSINESS NAME STATEMENT — [686, 834, 873, 845]
page-number: B8 — [10, 3, 62, 52]
notice-heading: FICTITIOUS BUSINESS NAME STATEMENT — [912, 1543, 1100, 1553]
notice-heading: FICTITIOUS BUSINESS NAME STATEMENT — [460, 83, 648, 93]
notice-heading: FICTITIOUS BUSINESS NAME STATEMENT — [233, 1965, 421, 1975]
notice-heading: FICTITIOUS BUSINESS NAME STATEMENT — [460, 2273, 648, 2284]
notice-file-number: File No. 2016-298308 — [686, 602, 767, 612]
notice-column — [907, 83, 1124, 2547]
notice-heading: FICTITIOUS BUSINESS NAME STATEMENT — [1138, 1543, 1326, 1553]
notice-file-number: File No. 2016-304047 — [912, 94, 994, 104]
notice-heading: FICTITIOUS BUSINESS NAME STATEMENT — [912, 569, 1100, 579]
legal-notice — [1138, 1311, 1349, 1538]
notice-body: The following person(s) is (are) doing business as: M UNITED DEVELOPMENT, 3579 E FOOTHILL BLVD #177, PASADENA, CA 91107. Full name of registrant(s) is (are) MICHAEL CHEN, 3579 E FOOTHILL BLVD #177, PASADENA, CA 91107. This Business is conducted by: AN INDIVIDUAL. Signed: MICHAEL CHEN. This statement was filed with the County Clerk of Los Angeles County on 12/13/2016. The registrant(s) has (have) commenced to transact business under the fictitious business name or names listed above on 12/2016. NOTICE: This Fictitious Name Statement expires five years from the date it was filed in the office of the County Clerk. A new Fictitious Business Name Statement must be filed prior to that date. The filing of this statement does not of itself authorize the use in this state of a Fictitious Business Name in violation of the rights of another under federal, State, or common law (see Section 14411 et seq., Business and Professions Code).Publish: Mountain Views News. Dates Pub: Dec. 17, 24, 31, 2016, Jan. 07, 2017 — [912, 823, 1124, 1039]
notice-file-number: File No. 2016306643 — [8, 802, 86, 813]
legal-notice — [1138, 326, 1349, 563]
legal-notice — [460, 326, 671, 552]
notice-heading: FICTITIOUS BUSINESS NAME STATEMENT — [460, 2008, 648, 2019]
notice-file-number: File No. 2016-300299 — [912, 813, 994, 823]
notice-file-number: File No. 2016309568 — [8, 1511, 86, 1521]
notice-file-number: File No. 2016312275 — [233, 558, 312, 569]
notice-file-number: File No. 2016-298795 — [460, 1786, 541, 1797]
notice-heading: FICTITIOUS BUSINESS NAME STATEMENT — [233, 1256, 421, 1267]
notice-body: The following person(s) is (are) doing business as: PMW AUTO GROUP, 1109 W SAN BERNARDINO RD STE #210, COVINA, CA 91722. Full name of registrant(s) is (are) RAMI M SAMI KOUSA, 1109 W SAN BERNARDINO RD STE #210, COVINA, CA 91722. This Business is conducted by: AN INDIVIDUAL. Signed: RAMI M SAMI KOUSA. This statement was filed with the County Clerk of Los Angeles County on 12/09/2016. The registrant(s) has (have) commenced to transact business under the fictitious business name or names listed above on 01/2016. NOTICE: This Fictitious Name Statement expires five years from the date it was filed in the office of the County Clerk. A new Fictitious Business Name Statement must be filed prior to that date. The filing of this statement does not of itself authorize the use in this state of a Fictitious Business Name in violation of the rights of another under federal, State, or common law (see Section 14411 et seq., Business and Professions Code).Publish: Mountain Views News. Dates Pub: Dec. 17, 24, 31, 2016, Jan. 07, 2017 — [1138, 104, 1349, 320]
notice-body: The following person(s) is (are) doing business as: WINSTON GROUP REALTY, 5511 KESTER AVE #214, SHERMAN OAKS, CA 91411. Full name of registrant(s) is WINSTON LEGACY ENTERPRISES, INC, 16910 WINSTON BLVD, HEARTPRISES, INC. This Business is conducted by: a Corporation. Signed: Rashid Winston, Winston Legacy Group Inc, CEO. This statement was filed with the County Clerk of Los Angeles County on 12/28/16. The registrant(s) has (have) commenced to transact business under the fictitious business name or names listed above on N/A. NOTICE- This Fictitious Name Statement expires five years from the date it was filed in the office of the County Clerk. A new Fictitious Business Name Statement must be filed prior to that date. The filing of this statement does not of itself authorize the use in this state of a Fictitious Business Name in violation of the rights of another under Federal, State, or common law (see section 14411 et seq. Business and Professions Code). Publish: ES Mountain Views News. Dec 31, 2016; Jan 7,14 and 21, 2017 — [233, 1986, 445, 2202]
notice-column — [454, 83, 671, 2547]
notice-heading: FICTITIOUS BUSINESS NAME STATEMENT — [686, 2008, 873, 2019]
legal-notice — [460, 83, 671, 320]
notice-file-number: File No. 2016311381 — [8, 1986, 85, 1997]
legal-notice — [8, 792, 219, 1018]
notice-heading: FICTITIOUS BUSINESS NAME STATEMENT — [1138, 813, 1326, 823]
notice-file-number: File No. 2016311954 — [233, 802, 311, 813]
notice-heading: FICTITIOUS BUSINESS NAME STATEMENT — [912, 1300, 1100, 1310]
notice-file-number: File No. 2016-299302 — [1138, 94, 1219, 104]
footer-paper-name: Mountain Views News — [8, 2558, 141, 2573]
notice-body: The following person(s) is (are) doing business as: BAIXADA BRIGADEIRO, 8216 AUTO GALA INDUSTRIAL, 1001 VIRGINIA AVE, SOUTH GATE, CA 90280. Full name of registrant(s) is (are) ADELA PALMA, 10017 VIRGINIA AVE, SOUTH GATE, CA 90280. This Business is conducted by: AN INDIVIDUAL. Signed: ADELA PALMA. This statement was filed with the County Clerk of Los Angeles County on 12/12/2016. The registrant(s) has (have) commenced to transact business under the fictitious business name or names listed above on N/A. NOTICE: This Fictitious Name Statement expires five years from the date it was filed in the office of the County Clerk. A new Fictitious Business Name Statement must be filed prior to that date. The filing of this statement does not of itself authorize the use in this state of a Fictitious Business Name in violation of the rights of another under federal, State, or common law (see Section 14411 et seq., Business and Professions Code).Publish: Mountain Views News. Dates Pub: Dec. 17, 24, 31, 2016, Jan. 07, 2017 — [460, 104, 672, 320]
notice-file-number: File No. 2016311225 — [8, 2219, 85, 2230]
legal-notice — [686, 2008, 897, 2245]
notice-heading: FICTITIOUS BUSINESS NAME STATEMENT — [8, 2209, 195, 2218]
legal-notice — [234, 1732, 445, 1959]
legal-notice — [8, 315, 219, 552]
notice-file-number: File No. 2016-302742 — [460, 1056, 541, 1066]
notice-body: The following person(s) is (are) doing business as: SMART LINKED SERVICES, 6303 AGUILA AVE, ARLETA, CA 91331. Full name of registrant(s) is AURELIO FLORES, 6303 AGUILA AVE, ARLETA, CA 91331. This Business is conducted by: an Individual. Signed: Aurelio Flores, Owner. This statement was filed with the County Clerk of Los Angeles County on 12/19/16. The registrant(s) has (have) commenced to transact business under the fictitious business name or names listed above on N/A. NOTICE- This Fictitious Name Statement expires five years from the date it was filed in the office of the County Clerk. A new Fictitious Business Name Statement must be filed prior to that date. The filing of this statement does not of itself authorize the use in this state of a Fictitious Business Name in violation of the rights of another under Federal, State, or common law (see section 14411 et seq. Business and Professions Code). Publish: ES Mountain Views News. Dec 31, 2016; Jan 7,14 and 21, 2017 — [8, 1289, 219, 1493]
legal-notice — [686, 1300, 897, 1526]
notice-file-number: File No. 2016311821 — [8, 1754, 85, 1764]
notice-body: The following person(s) is (are) doing business as: LUIS INSURANCE SERVICES, 8111 VAN NUYS BLVD, PANORAMA CITY, CA 91402. Full name of registrant(s) is LUIS G CHANG, 5959 WILBUR AVE, TARZANA, CA 91356. This Business is conducted by: an Individual. Signed: Luis G Chang, Owner. This statement was filed with the County Clerk of Los Angeles County on 12/27/16. The registrant(s) has (have) commenced to transact business under the fictitious business name or names listed above on N/A. NOTICE- This Fictitious Name Statement expires five years from the date it was filed in the office of the County Clerk. A new Fictitious Business Name Statement must be filed prior to that date. The filing of this statement does not of itself authorize the use in this state of a Fictitious Business Name in violation of the rights of another under Federal, State, or common law (see section 14411 et seq. Business and Professions Code). Publish: ES Mountain Views News. Dec 31, 2016; Jan 7,14 and 21, 2017 — [233, 813, 445, 1018]
notice-heading: FICTITIOUS BUSINESS NAME STATEMENT — [233, 1732, 421, 1743]
notice-body: The following person(s) is (are) doing business as: EPOCH LIGHT TECHNOLOGY INC, 405 S. FIGUEROA STREET, STE 100, LOS ANGELES, CA 90071. Full name of registrant(s) is DOOYA MARKETING INC, 27424 WESTOVER WAY, VALENCIA, CA 91354. This Business is conducted by: a Corporation. Signed: Dooya Marketing Inc. This statement was filed with the County Clerk of Los Angeles County on 12/27/16. The registrant(s) has (have) commenced to transact business under the fictitious business name or names listed above on N/A. NOTICE- This Fictitious Name Statement expires five years from the date it was filed in the office of the County Clerk. A new Fictitious Business Name Statement must be filed prior to that date. The filing of this statement does not of itself authorize the use in this state of a Fictitious Business Name in violation of the rights of another under Federal, State, or common law (see section 14411 et seq. Business and Professions Code). Publish: ES Mountain Views News. Dec 31, 2016; Jan 7,14 and 21, 2017 — [233, 569, 445, 785]
section-title: LEGAL NOTICES — [935, 1, 1338, 55]
legal-notice — [913, 1046, 1124, 1295]
notice-body: The following person(s) is (are) doing business as: DOBOSH LIQUOR, 9937 MASON AVE, CHATSWORTH, CA 91311. Full name of registrant(s) is DOBOSH INC, 9937 MASON AVE, CHATSWORTH, CA 91311. This Business is conducted by: a Corporation. Signed: Reff Grewal, Owner/President. This statement was filed with the County Clerk of Los Angeles County on 12/27/16. The registrant(s) has (have) commenced to transact business under the fictitious business name or names listed above on 03/18/2005. NOTICE- This Fictitious Name Statement expires five years from the date it was filed in the office of the County Clerk. A new Fictitious Business Name Statement must be filed prior to that date. The filing of this statement does not of itself authorize the use in this state of a Fictitious Business Name in violation of the rights of another under Federal, State, or common law (see section 14411 et seq. Business and Professions Code). Publish: ES Mountain Views News. Dec 31, 2016; Jan 7,14 and 21, 2017 — [233, 1754, 445, 1959]
notice-heading: FICTITIOUS BUSINESS NAME STATEMENT — [1138, 1776, 1326, 1786]
notice-heading: FICTITIOUS BUSINESS NAME STATEMENT — [460, 558, 648, 569]
legal-notice — [460, 1046, 671, 1283]
notice-body: The following person(s) is (are) doing business as: INGENUITY STITCHING, 2713 VALLEY RIVE UNIT A, SO EL MONTE, CA 91733. Full name of registrant(s) is (are) ANDRES ROS, 2713 LEE AVE., SO EL MONTE, CA 91733. This Business is conducted by: AN INDIVIDUAL. Signed: ANDRES ROS. This statement was filed with the County Clerk of Los Angeles County on 12/12/2016. The registrant(s) has (have) commenced to transact business under the fictitious business name or names listed above on N/A. NOTICE: This Fictitious Name Statement expires five years from the date it was filed in the office of the County Clerk. A new Fictitious Business Name Statement must be filed prior to that date. The filing of this statement does not of itself authorize the use in this state of a Fictitious Business Name in violation of the rights of another under federal, State, or common law (see Section 14411 et seq., Business and Professions Code).Publish: Mountain Views News. Dates Pub: Dec. 17, 24, 31, 2016, Jan. 07, 2017 — [686, 1797, 897, 2002]
notice-heading: FICTITIOUS BUSINESS NAME STATEMENT — [686, 591, 873, 602]
legal-notice — [234, 792, 445, 1018]
notice-file-number: File No. 2016310996 — [233, 1034, 312, 1045]
notice-heading: FICTITIOUS BUSINESS NAME STATEMENT — [1138, 1067, 1326, 1078]
notice-heading: FICTITIOUS BUSINESS NAME STATEMENT — [912, 1786, 1100, 1797]
notice-heading: FICTITIOUS BUSINESS NAME STATEMENT — [686, 1067, 873, 1078]
legal-notice — [460, 1289, 671, 1526]
notice-body: The following person(s) is (are) doing business as: PREPTOPOWER, 16110 S. ISBEY AVE., COMPTON, CA 90221. Full name of registrant(s) is (are) DENISE NATASHA ROBERSON, 16110 S. ISBEY AVE., COMPTON, CA 90221. This Business is conducted by: AN INDIVIDUAL. Signed: DENISE NATASHA ROBERSON. This statement was filed with the County Clerk of Los Angeles County on 12/09/2016. The registrant(s) has (have) commenced to transact business under the fictitious business name or names listed above on N/A. NOTICE: This Fictitious Name Statement expires five years from the date it was filed in the office of the County Clerk. A new Fictitious Business Name Statement must be filed prior to that date. The filing of this statement does not of itself authorize the use in this state of a Fictitious Business Name in violation of the rights of another under federal, State, or common law (see Section 14411 et seq., Business and Professions Code).Publish: Mountain Views News. Dates Pub: Dec. 17, 24, 31, 2016, Jan. 07, 2017 — [1138, 591, 1349, 807]
notice-file-number: File No. 2016304914 — [8, 569, 86, 579]
notice-file-number: File No. 2016-300144 — [1138, 823, 1219, 834]
notice-column — [680, 83, 897, 2547]
notice-file-number: File No. 2016-299065 — [686, 845, 767, 856]
notice-file-number: File No. 2016-300403 — [460, 823, 541, 834]
notice-heading: FICTITIOUS BUSINESS NAME STATEMENT — [1138, 326, 1326, 336]
notice-file-number: File No. 2016313334 — [233, 1743, 312, 1754]
notice-body: The following person(s) is (are) doing business as: RAPID AUTO REGISTRATION, 8921 DE SOTO AVE DE SOTO AVE, CANOGA PARK, CA 91304. Full name of registrant(s) is KEILA BACON, 871 CINNAMON ST, SIMI VALLEY, CA 93065. This Business is conducted by: an Individual. Signed: Keila Bacon, Owner. This statement was filed with the County Clerk of Los Angeles County on 12/23/16. The registrant(s) has (have) commenced to transact business under the fictitious business name or names listed above on N/A. NOTICE- This Fictitious Name Statement expires five years from the date it was filed in the office of the County Clerk. A new Fictitious Business Name Statement must be filed prior to that date. The filing of this statement does not of itself authorize the use in this state of a Fictitious Business Name in violation of the rights of another under Federal, State, or common law (see section 14411 et seq. Business and Professions Code). Publish: ES Mountain Views News. Dec 31, 2016; Jan 7,14 and 21, 2017 — [233, 336, 445, 542]
notice-body: The following person(s) is (are) doing business as: CR 10 THE KING, THE CORNER DEL 10, 660 BEAR AVE APT A, BELL, CA 90201. Full name of registrant(s) is (are) JOSE ALEXANDER MANZANILLA CANEDO, 660 BEAR AVE APT A, BELL, CA 90201. This Business is conducted by: AN INDIVIDUAL. Signed: JOSE ALEXANDER MANZANILLA CANEDO. This statement was filed with the County Clerk of Los Angeles County on 12/15/2016. The registrant(s) has (have) commenced to transact business under the fictitious business name or names listed above on N/A. NOTICE: This Fictitious Name Statement expires five years from the date it was filed in the office of the County Clerk. A new Fictitious Business Name Statement must be filed prior to that date. The filing of this statement does not of itself authorize the use in this state of a Fictitious Business Name in violation of the rights of another under federal, State, or common law (see Section 14411 et seq., Business and Professions Code).Publish: Mountain Views News. Dates Pub: Dec. 17, 24, 31, 2016, Jan. 07, 2017 — [460, 1310, 672, 1526]
legal-notice — [686, 83, 897, 342]
notice-body: The following person(s) is (are) doing business as: PLANT HDO, 25115 AVENUE STANFORD #201A, SANTA CLARITA, CA 91355. Full name of registrant(s) is JERRY JAMES, 25115 AVENUE STANFORD #201A, SANTA CLARITA, CA 91355. This Business is conducted by: an Individual. Signed: Jerry James, Owner. This statement was filed with the County Clerk of Los Angeles County on 12/27/16. The registrant(s) has (have) commenced to transact business under the fictitious business name or names listed above on 11/29/16. NOTICE- This Fictitious Name Statement expires five years from the date it was filed in the office of the County Clerk. A new Fictitious Business Name Statement must be filed prior to that date. The filing of this statement does not of itself authorize the use in this state of a Fictitious Business Name in violation of the rights of another under Federal, State, or common law (see section 14411 et seq. Business and Professions Code). Publish: ES Mountain Views News. Dec 31, 2016; Jan 7,14 and 21, 2017 — [233, 104, 445, 309]
notice-heading: FICTITIOUS BUSINESS NAME STATEMENT — [233, 315, 421, 326]
notice-body: The following person(s) is (are) doing business as: ECONOSWEEP; ANAHEIM ELECTRIC; EXQUISITE CABINETS; HEAVENSENT ELECTRIC; EXQUISITE WOODWORK AND PAINTING, 1750 E. OCEAN BLVD. UNIT 205, LONG BEACH, CA 90802. Full name of registrant(s) is (are) AMC REAL ESTATE, INC., 9550 LAKEMAN AVE, DOWNEY, CA 90241. This Business is conducted by: A CORPORATION. Signed: GUSTAVO MATA. This statement was filed with the County Clerk of Los Angeles County on 12/14/2016. The registrant(s) has (have) commenced to transact business under the fictitious business name or names listed above on 12/2016. NOTICE: This Fictitious Name Statement expires five years from the date it was filed in the office of the County Clerk. A new Fictitious Business Name Statement must be filed prior to that date. The filing of this statement does not of itself authorize the use in this state of a Fictitious Business Name in violation of the rights of another under federal, State, or common law (see Section 14411 et seq., Business and Professions Code).Publish: Mountain Views News. Dates Pub: Dec. 17, 24, 31, 2016, Jan. 07, 2017 — [686, 104, 897, 341]
notice-file-number: File No. 2016-300427 — [686, 2019, 767, 2029]
legal-notice — [8, 559, 219, 786]
notice-file-number: File No. 2016-303486 — [912, 1056, 994, 1066]
notice-body: The following person(s) is (are) doing business as: PED CONSULTING GROUP, 18000 PASEO NUEVO DR, TARZANA, CA 91356. Full name of registrant(s) is PED CONSULTING GROUP, 18000 PASEO NUEVO DR, TARZANA, CA 91356. This Business is conducted by: an Individual. Signed: Philip Enriquez Dominguez, Owner. This statement was filed with the County Clerk of Los Angeles County on 12/20/16. The registrant(s) has (have) commenced to transact business under the fictitious business name or names listed above on N/A. NOTICE- This Fictitious Name Statement expires five years from the date it was filed in the office of the County Clerk. A new Fictitious Business Name Statement must be filed prior to that date. The filing of this statement does not of itself authorize the use in this state of a Fictitious Business Name in violation of the rights of another under Federal, State, or common law (see section 14411 et seq. Business and Professions Code). Publish: ES Mountain Views News. Dec 31, 2016; Jan 7,14 and 21, 2017 — [8, 580, 219, 785]
legal-notice — [686, 1533, 897, 1770]
notice-body: The following person(s) is (are) doing business as: HG ENGINEERING, 1125 E BROADWAY #8, GLENDALE, CA 91205. Full name of registrant(s) is HOVHANNES MELKIYAN, 1125 E BROADWAY #8, GLENDALE, CA 91205. This Business is conducted by: an Individual. Signed: Hovhannes Melkiyan, Owner. This statement was filed with the County Clerk of Los Angeles County on 12/23/16. The registrant(s) has (have) commenced to transact business under the fictitious business name or names listed above on N/A. NOTICE- This Fictitious Name Statement expires five years from the date it was filed in the office of the County Clerk. A new Fictitious Business Name Statement must be filed prior to that date. The filing of this statement does not of itself authorize the use in this state of a Fictitious Business Name in violation of the rights of another under Federal, State, or common law (see section 14411 et seq. Business and Professions Code). Publish: ES Mountain Views News. Dec 31, 2016; Jan 7,14 and 21, 2017 — [8, 1764, 219, 1970]
notice-file-number: File No. 2016-298011 — [460, 2019, 541, 2029]
notices-columns — [8, 83, 1349, 2547]
notice-file-number: File No. 2016-298608 — [460, 1543, 541, 1553]
notice-body: The following person(s) is (are) doing business as: NAYA CLOTHING, 17915 THORNLAKE AVE, ARTESIA, CA 90701. Full name of registrant(s) is (are) CARLOS GERARDO CEJA LOPEZ, 17915 THORNLAKE AVE, ARTESIA, CA 90701. This Business is conducted by: AN INDIVIDUAL. Signed: CARLOS GERARDO CEJA LOPEZ. This statement was filed with the County Clerk of Los Angeles County on 12/09/2016. The registrant(s) has (have) commenced to transact business under the fictitious business name or names listed above on N/A. NOTICE: This Fictitious Name Statement expires five years from the date it was filed in the office of the County Clerk. A new Fictitious Business Name Statement must be filed prior to that date. The filing of this statement does not of itself authorize the use in this state of a Fictitious Business Name in violation of the rights of another under federal, State, or common law (see Section 14411 et seq., Business and Professions Code).Publish: Mountain Views News. Dates Pub: Dec. 17, 24, 31, 2016, Jan. 07, 2017 — [460, 1797, 672, 2002]
legal-notice — [913, 1786, 1124, 2035]
notice-body: The following person(s) is (are) doing business as: SUPERIOR ACCOUNTANCY, 168 W 20TH ST. APT 2, L.A., CA 90007. Mailing address: 128 W MAPLE ST APT 128, GLENDALE, CA 91204. Full name of registrant(s) is (are) GUADALUPE A. SALAS ZARAGOZA, 168 W 20TH ST. APT 2, L.A., CA 90007. This Business is conducted by: AN INDIVIDUAL. Signed: GUADALUPE A. SALAS ZARAGOZA. This statement was filed with the County Clerk of Los Angeles County on 12/09/2016. The registrant(s) has (have) commenced to transact business under the fictitious business name or names listed above on N/A. — [1138, 2029, 1349, 2159]
